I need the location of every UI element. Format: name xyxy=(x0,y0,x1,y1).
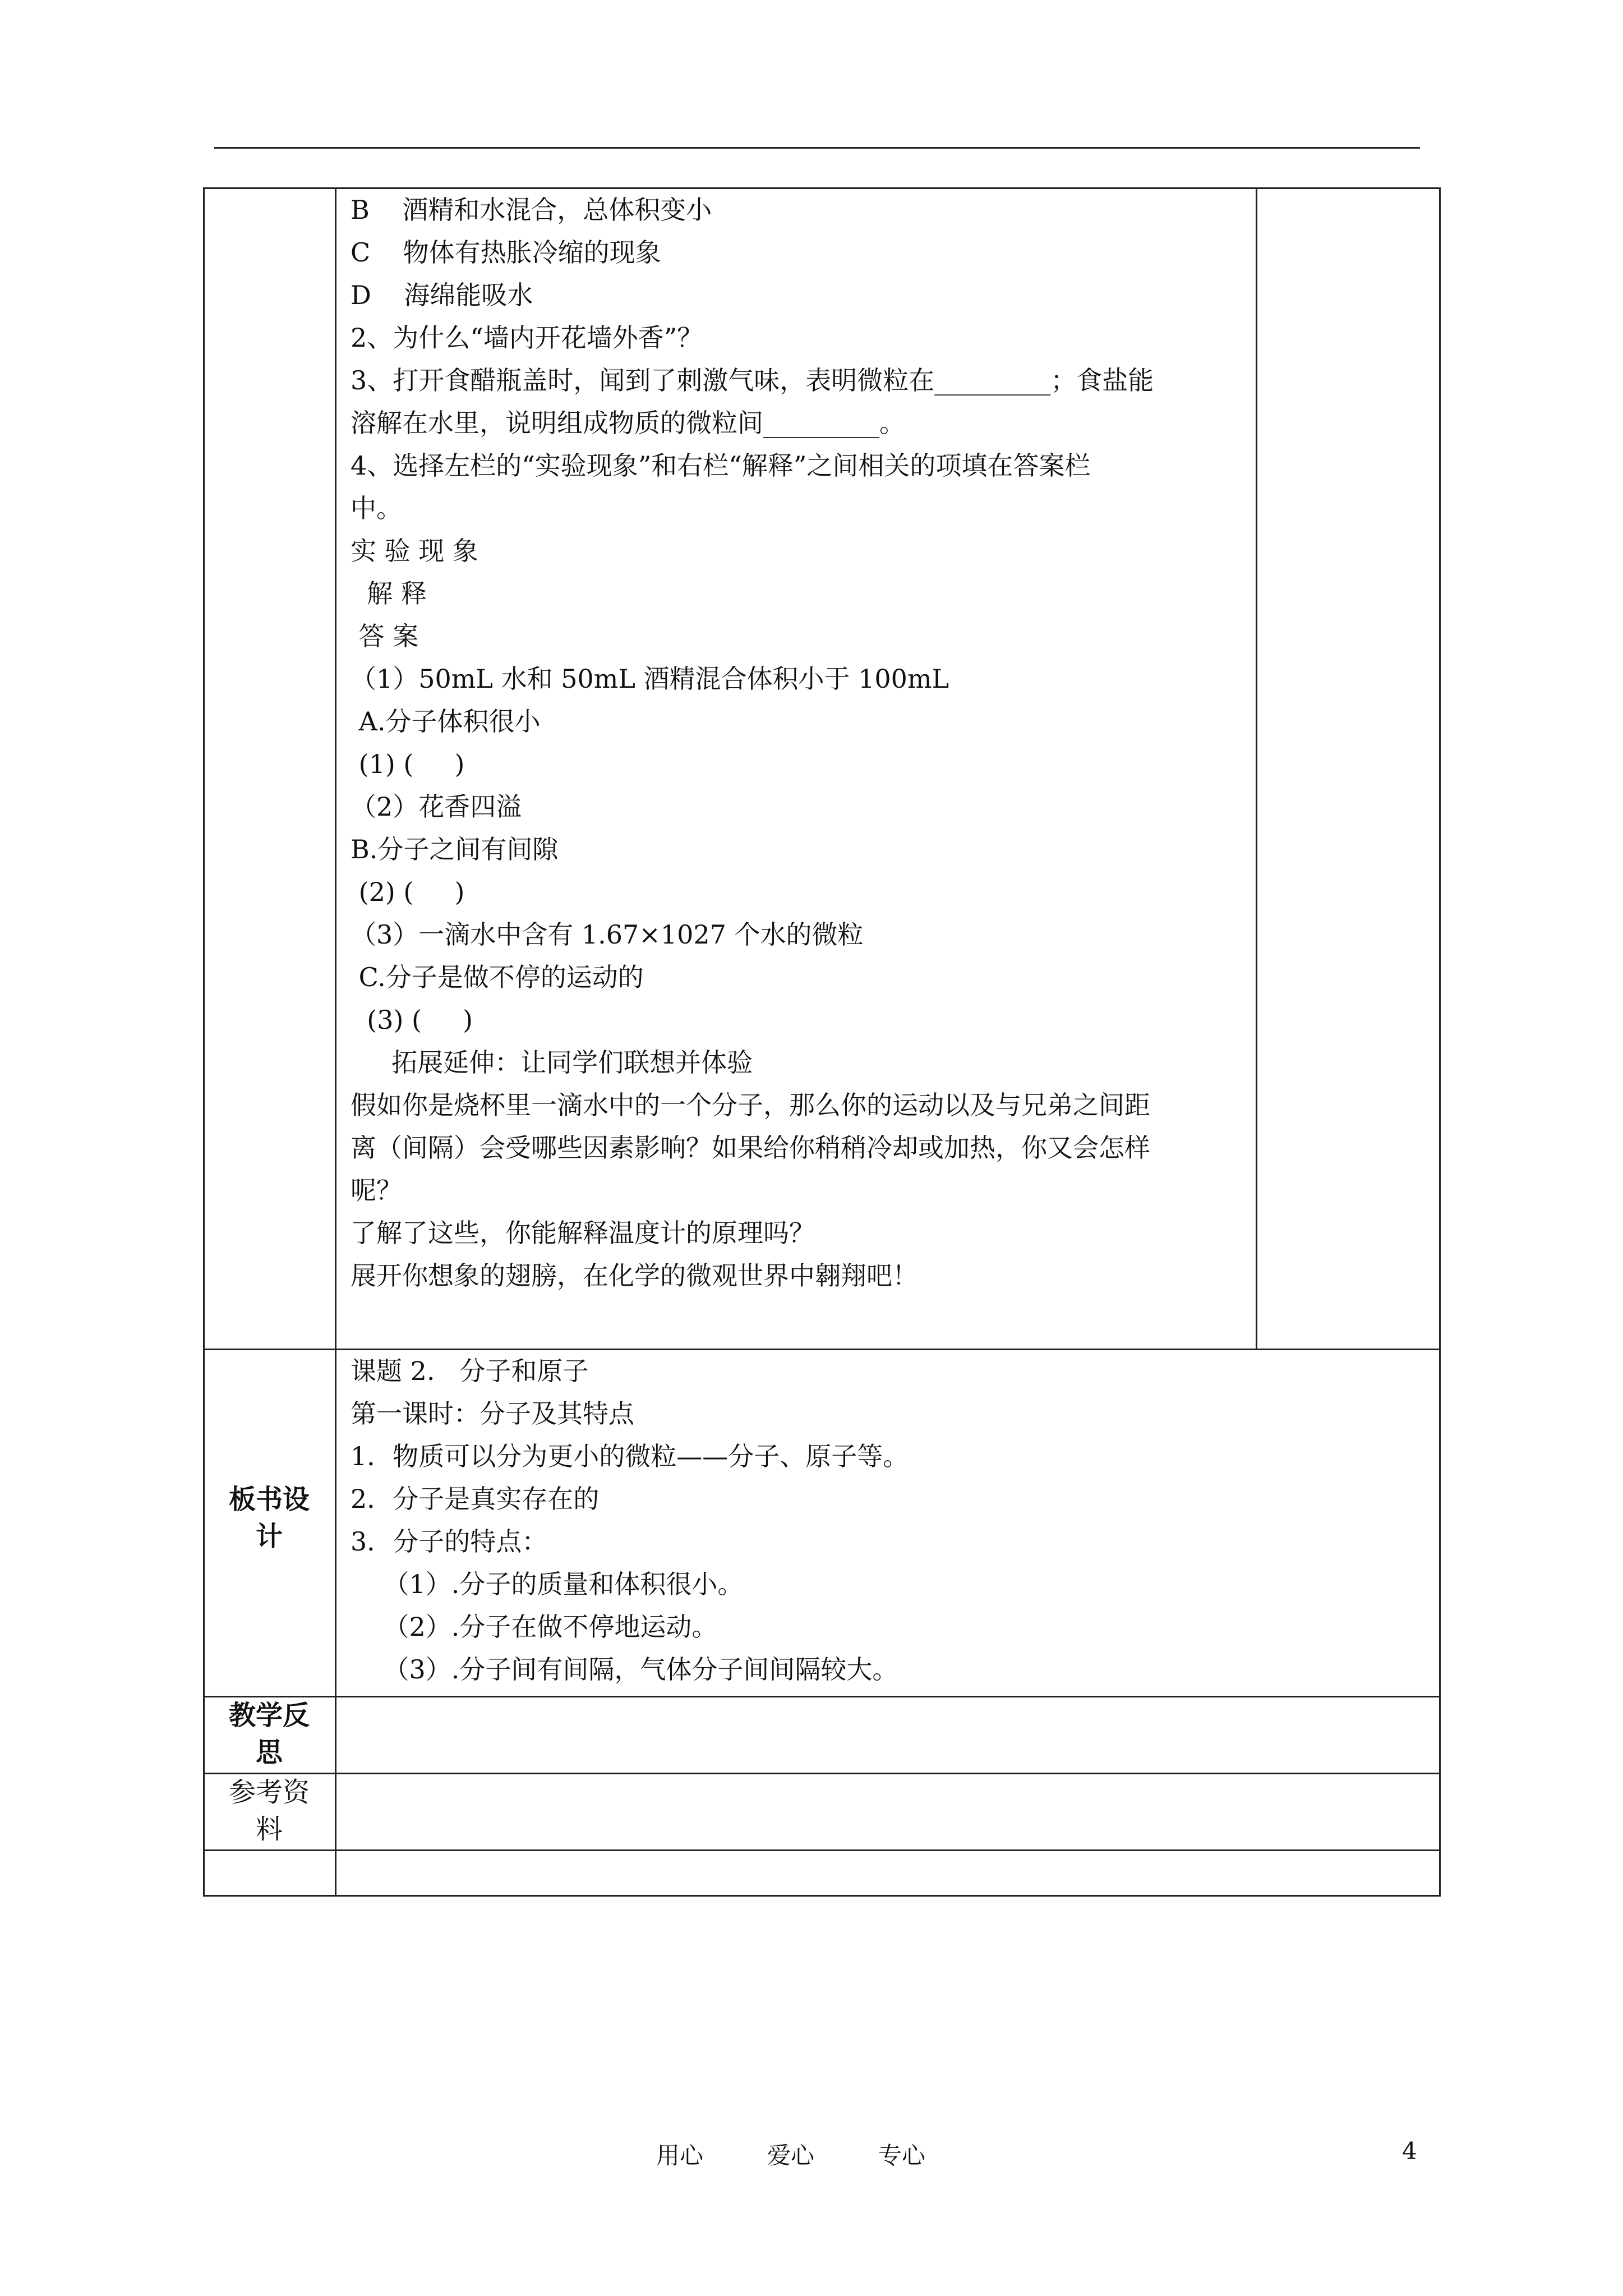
text-line: C 物体有热胀冷缩的现象 xyxy=(351,237,661,268)
label-line: 板书设 xyxy=(228,1484,310,1515)
text-line: 2．分子是真实存在的 xyxy=(351,1484,600,1514)
footer-word-3: 专心 xyxy=(878,2142,926,2169)
text-line: (1) ( ) xyxy=(351,749,465,779)
upper-content xyxy=(351,188,1248,1297)
right-column-divider xyxy=(1256,187,1257,1350)
row-divider-2 xyxy=(203,1696,1441,1697)
text-line: 答 案 xyxy=(351,621,419,651)
text-line: 了解了这些，你能解释温度计的原理吗？ xyxy=(351,1218,815,1248)
label-line: 参考资 xyxy=(228,1777,310,1808)
footer-word-2: 爱心 xyxy=(767,2142,815,2169)
text-line: （1）.分子的质量和体积很小。 xyxy=(351,1569,744,1599)
text-line: （1）50mL 水和 50mL 酒精混合体积小于 100mL xyxy=(351,664,949,694)
text-line: D 海绵能吸水 xyxy=(351,280,533,310)
left-column-divider xyxy=(335,187,336,1897)
text-line: （2）.分子在做不停地运动。 xyxy=(351,1612,718,1642)
label-line: 计 xyxy=(255,1521,283,1552)
text-line: （3）.分子间有间隔，气体分子间间隔较大。 xyxy=(351,1654,898,1685)
footer-word-1: 用心 xyxy=(656,2142,704,2169)
text-line: 呢？ xyxy=(351,1175,402,1205)
reflection-label xyxy=(205,1697,334,1771)
text-line: C.分子是做不停的运动的 xyxy=(351,962,644,992)
text-line: 假如你是烧杯里一滴水中的一个分子，那么你的运动以及与兄弟之间距 xyxy=(351,1090,1150,1120)
label-line: 思 xyxy=(255,1737,283,1768)
reference-label xyxy=(205,1774,334,1848)
text-line: B.分子之间有间隙 xyxy=(351,834,559,864)
text-line: （2）花香四溢 xyxy=(351,792,522,822)
text-line: (2) ( ) xyxy=(351,877,465,907)
text-line: 溶解在水里，说明组成物质的微粒间_________。 xyxy=(351,408,905,438)
page-number: 4 xyxy=(1402,2137,1417,2165)
row-divider-3 xyxy=(203,1773,1441,1774)
text-line: 3、打开食醋瓶盖时，闻到了刺激气味，表明微粒在_________；食盐能 xyxy=(351,365,1154,395)
text-line: 拓展延伸：让同学们联想并体验 xyxy=(351,1047,753,1078)
text-line: 课题 2. 分子和原子 xyxy=(351,1356,589,1386)
text-line: （3）一滴水中含有 1.67×1027 个水的微粒 xyxy=(351,919,864,950)
label-line: 教学反 xyxy=(228,1700,310,1731)
text-line: 离（间隔）会受哪些因素影响？如果给你稍稍冷却或加热，你又会怎样 xyxy=(351,1133,1150,1163)
text-line: 2、为什么“墙内开花墙外香”？ xyxy=(351,323,703,353)
row-divider-4 xyxy=(203,1849,1441,1851)
label-line: 料 xyxy=(255,1814,283,1845)
text-line: 1．物质可以分为更小的微粒——分子、原子等。 xyxy=(351,1441,909,1471)
text-line: 实 验 现 象 xyxy=(351,536,478,566)
text-line: (3) ( ) xyxy=(351,1005,473,1035)
header-rule xyxy=(214,147,1420,149)
text-line: B 酒精和水混合，总体积变小 xyxy=(351,195,712,225)
text-line: A.分子体积很小 xyxy=(351,706,541,737)
text-line: 3．分子的特点： xyxy=(351,1526,548,1557)
text-line: 第一课时：分子及其特点 xyxy=(351,1398,634,1429)
board-design-label xyxy=(205,1481,334,1555)
text-line: 解 释 xyxy=(351,578,427,609)
text-line: 4、选择左栏的“实验现象”和右栏“解释”之间相关的项填在答案栏 xyxy=(351,450,1091,481)
text-line: 展开你想象的翅膀，在化学的微观世界中翱翔吧！ xyxy=(351,1260,918,1291)
board-content xyxy=(351,1350,1416,1691)
text-line: 中。 xyxy=(351,493,402,523)
